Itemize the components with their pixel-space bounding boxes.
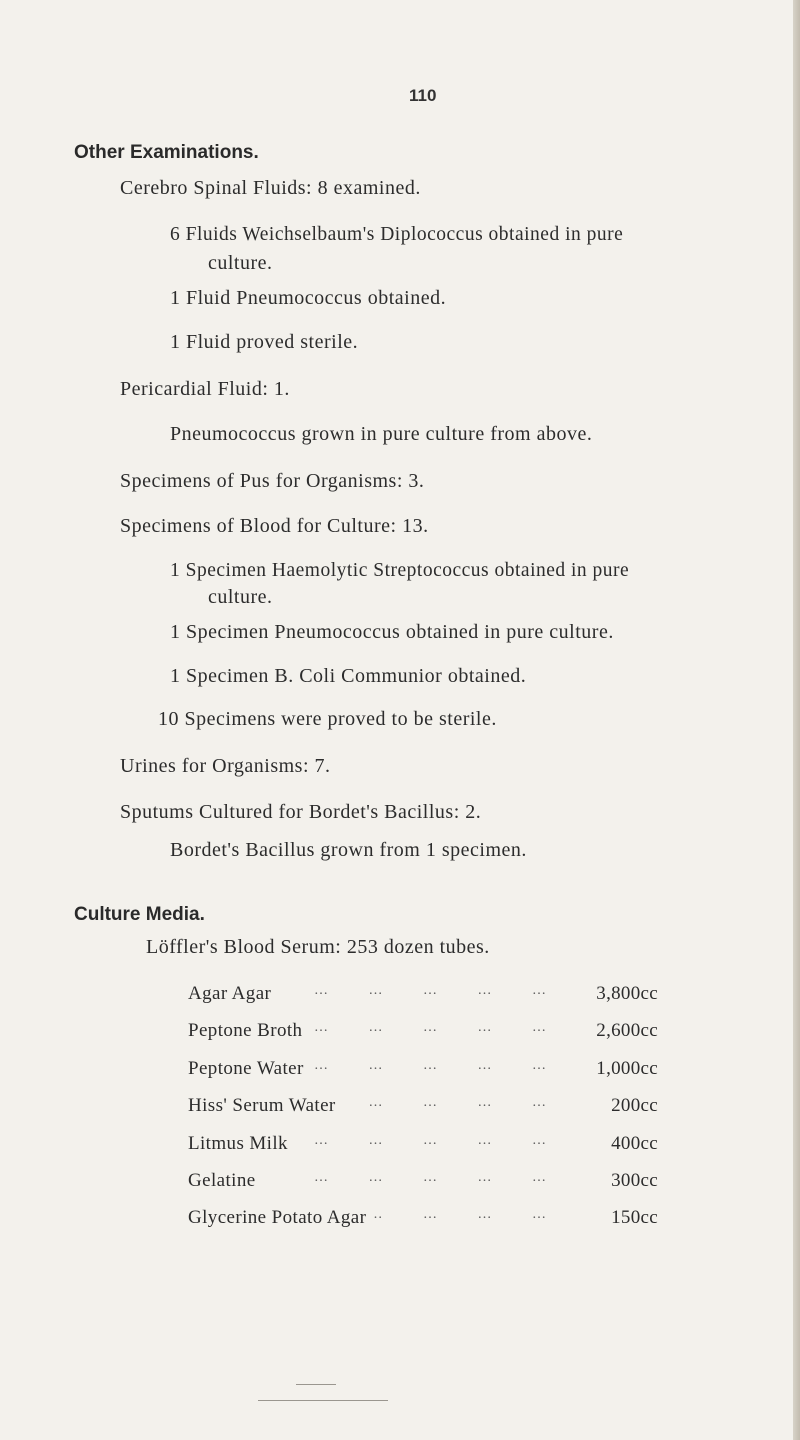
blood-line-1a: 1 Specimen Haemolytic Streptococcus obtained in pure [170, 560, 630, 581]
media-row [188, 1095, 658, 1121]
media-row [188, 1058, 658, 1084]
media-row [188, 1133, 658, 1159]
csf-line-3: 1 Fluid proved sterile. [170, 331, 359, 353]
culture-media-heading: Culture Media. [74, 904, 205, 925]
media-value: 300cc [611, 1170, 658, 1191]
csf-title: Cerebro Spinal Fluids: 8 examined. [120, 177, 421, 199]
blood-title: Specimens of Blood for Culture: 13. [120, 515, 429, 537]
media-row [188, 1207, 658, 1233]
leader-dots [228, 1170, 548, 1186]
media-value: 200cc [611, 1095, 658, 1116]
media-name: Peptone Water [188, 1058, 310, 1080]
media-name: Glycerine Potato Agar [188, 1207, 372, 1229]
media-name: Peptone Broth [188, 1020, 308, 1042]
media-row [188, 1020, 658, 1046]
pericardial-title: Pericardial Fluid: 1. [120, 378, 290, 400]
other-examinations-heading: Other Examinations. [74, 142, 259, 163]
media-name: Litmus Milk [188, 1133, 294, 1155]
blood-line-2: 1 Specimen Pneumococcus obtained in pure culture. [170, 621, 614, 643]
media-name: Agar Agar [188, 983, 277, 1005]
media-value: 1,000cc [596, 1058, 658, 1079]
media-row [188, 983, 658, 1009]
csf-line-1b: culture. [208, 252, 273, 274]
footer-scan-mark [258, 1400, 388, 1401]
sputums-title: Sputums Cultured for Bordet's Bacillus: 2. [120, 801, 482, 823]
page-edge-shadow [793, 0, 800, 1440]
media-value: 3,800cc [596, 983, 658, 1004]
blood-line-1b: culture. [208, 586, 273, 608]
page-number: 110 [409, 86, 437, 105]
media-value: 400cc [611, 1133, 658, 1154]
sputums-line: Bordet's Bacillus grown from 1 specimen. [170, 839, 527, 861]
loffler-line: Löffler's Blood Serum: 253 dozen tubes. [146, 936, 490, 958]
csf-line-2: 1 Fluid Pneumococcus obtained. [170, 287, 447, 309]
footer-scan-mark [296, 1384, 336, 1385]
pericardial-line: Pneumococcus grown in pure culture from above. [170, 423, 593, 445]
media-row [188, 1170, 658, 1196]
blood-line-4: 10 Specimens were proved to be sterile. [158, 708, 497, 730]
pus-title: Specimens of Pus for Organisms: 3. [120, 470, 425, 492]
media-value: 150cc [611, 1207, 658, 1228]
media-name: Hiss' Serum Water [188, 1095, 342, 1117]
urines-title: Urines for Organisms: 7. [120, 755, 331, 777]
blood-line-3: 1 Specimen B. Coli Communior obtained. [170, 665, 527, 687]
csf-line-1a: 6 Fluids Weichselbaum's Diplococcus obtained in pure [170, 224, 624, 245]
media-value: 2,600cc [596, 1020, 658, 1041]
media-name: Gelatine [188, 1170, 262, 1192]
